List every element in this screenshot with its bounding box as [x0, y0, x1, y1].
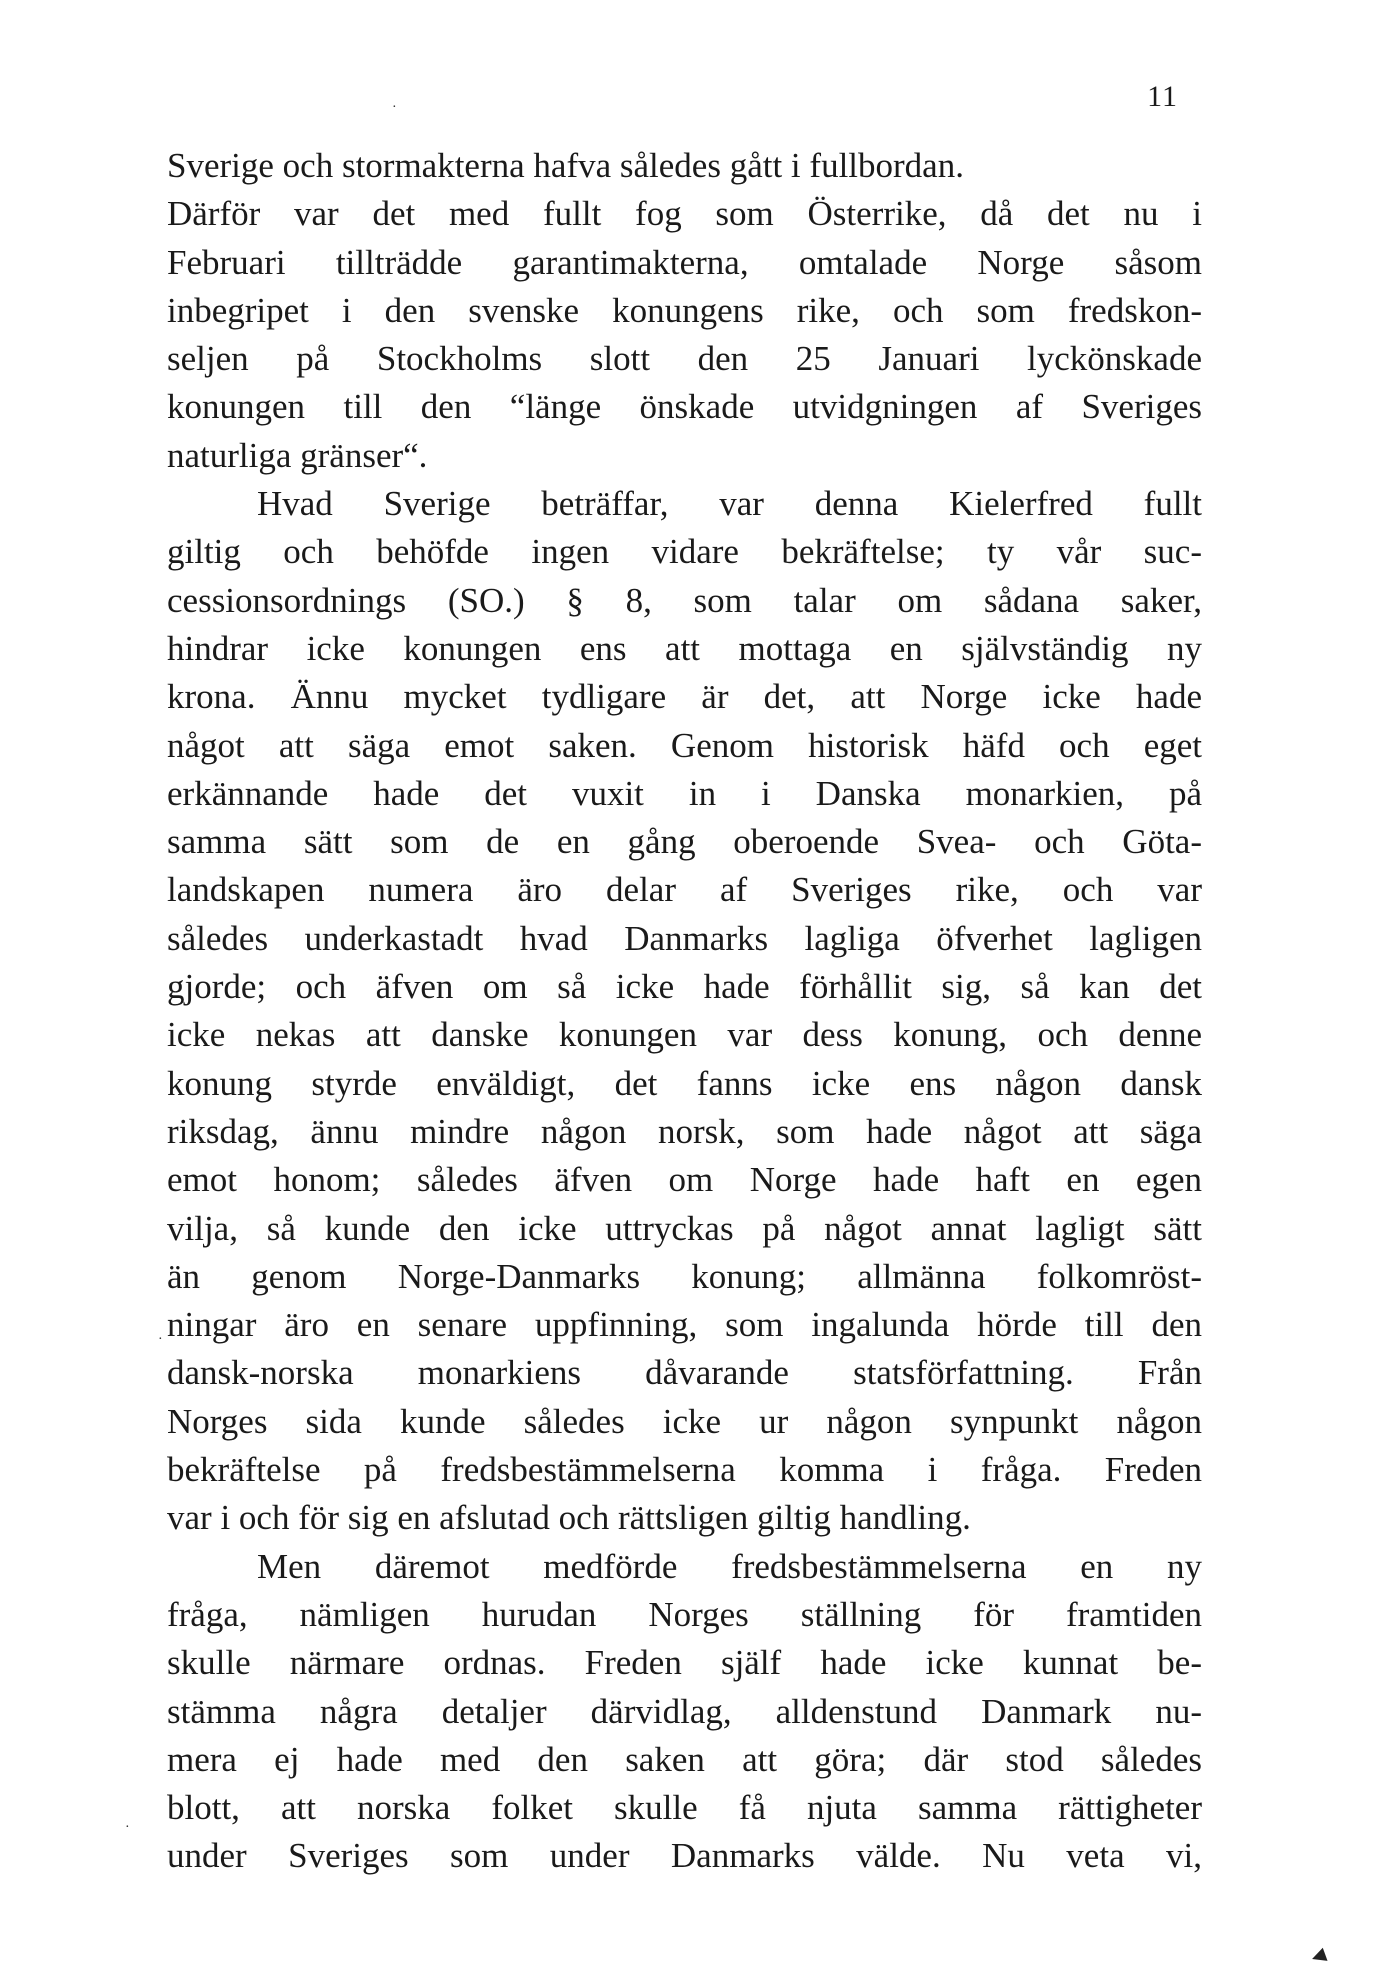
body-text [167, 142, 1202, 1881]
text-line: något att säga emot saken. Genom historisk häfd och eget [167, 725, 1202, 765]
text-line: var i och för sig en afslutad och rättsligen giltig handling. [167, 1498, 971, 1538]
text-line: hindrar icke konungen ens att mottaga en självständig ny [167, 628, 1202, 668]
text-line: samma sätt som de en gång oberoende Svea- och Göta- [167, 822, 1202, 862]
text-line: bekräftelse på fredsbestämmelserna komma i fråga. Freden [167, 1450, 1202, 1490]
text-line: fråga, nämligen hurudan Norges ställning för framtiden [167, 1594, 1202, 1634]
text-line: seljen på Stockholms slott den 25 Januari lyckönskade [167, 339, 1202, 379]
text-line: icke nekas att danske konungen var dess konung, och denne [167, 1015, 1202, 1055]
text-line: blott, att norska folket skulle få njuta samma rättigheter [167, 1788, 1202, 1828]
text-line: vilja, så kunde den icke uttryckas på något annat lagligt sätt [167, 1208, 1202, 1248]
text-line: emot honom; således äfven om Norge hade haft en egen [167, 1160, 1202, 1200]
text-line: Därför var det med fullt fog som Österrike, då det nu i [167, 194, 1202, 234]
text-line: under Sveriges som under Danmarks välde. Nu veta vi, [167, 1836, 1202, 1876]
text-line: landskapen numera äro delar af Sveriges rike, och var [167, 870, 1202, 910]
text-line: ningar äro en senare uppfinning, som ingalunda hörde till den [167, 1305, 1202, 1345]
text-line: således underkastadt hvad Danmarks lagliga öfverhet lagligen [167, 918, 1202, 958]
text-line: krona. Ännu mycket tydligare är det, att Norge icke hade [167, 677, 1202, 717]
text-line: giltig och behöfde ingen vidare bekräftelse; ty vår suc- [167, 532, 1202, 572]
text-line: cessionsordnings (SO.) § 8, som talar om sådana saker, [167, 580, 1202, 620]
text-line: Hvad Sverige beträffar, var denna Kielerfred fullt [257, 484, 1202, 524]
text-line: gjorde; och äfven om så icke hade förhållit sig, så kan det [167, 967, 1202, 1007]
text-line: än genom Norge-Danmarks konung; allmänna folkomröst- [167, 1256, 1202, 1296]
text-line: dansk-norska monarkiens dåvarande statsförfattning. Från [167, 1353, 1202, 1393]
text-line: Men däremot medförde fredsbestämmelserna en ny [257, 1546, 1202, 1586]
text-line: inbegripet i den svenske konungens rike, och som fredskon- [167, 290, 1202, 330]
corner-mark: ◂ [1306, 1938, 1331, 1973]
print-speck: · [125, 1820, 130, 1835]
text-line: stämma några detaljer därvidlag, alldenstund Danmark nu- [167, 1691, 1202, 1731]
text-line: erkännande hade det vuxit in i Danska monarkien, på [167, 773, 1202, 813]
text-line: skulle närmare ordnas. Freden själf hade icke kunnat be- [167, 1643, 1202, 1683]
print-speck: · [392, 100, 397, 115]
text-line: konung styrde enväldigt, det fanns icke ens någon dansk [167, 1063, 1202, 1103]
text-line: riksdag, ännu mindre någon norsk, som hade något att säga [167, 1111, 1202, 1151]
text-line: Februari tillträdde garantimakterna, omtalade Norge såsom [167, 242, 1202, 282]
print-speck: · [158, 1332, 163, 1347]
text-line: naturliga gränser“. [167, 435, 428, 475]
text-line: mera ej hade med den saken att göra; där stod således [167, 1739, 1202, 1779]
text-line: konungen till den “länge önskade utvidgningen af Sveriges [167, 387, 1202, 427]
text-line: Norges sida kunde således icke ur någon synpunkt någon [167, 1401, 1202, 1441]
page-number: 11 [1147, 80, 1178, 113]
text-line: Sverige och stormakterna hafva således gått i fullbordan. [167, 146, 964, 185]
